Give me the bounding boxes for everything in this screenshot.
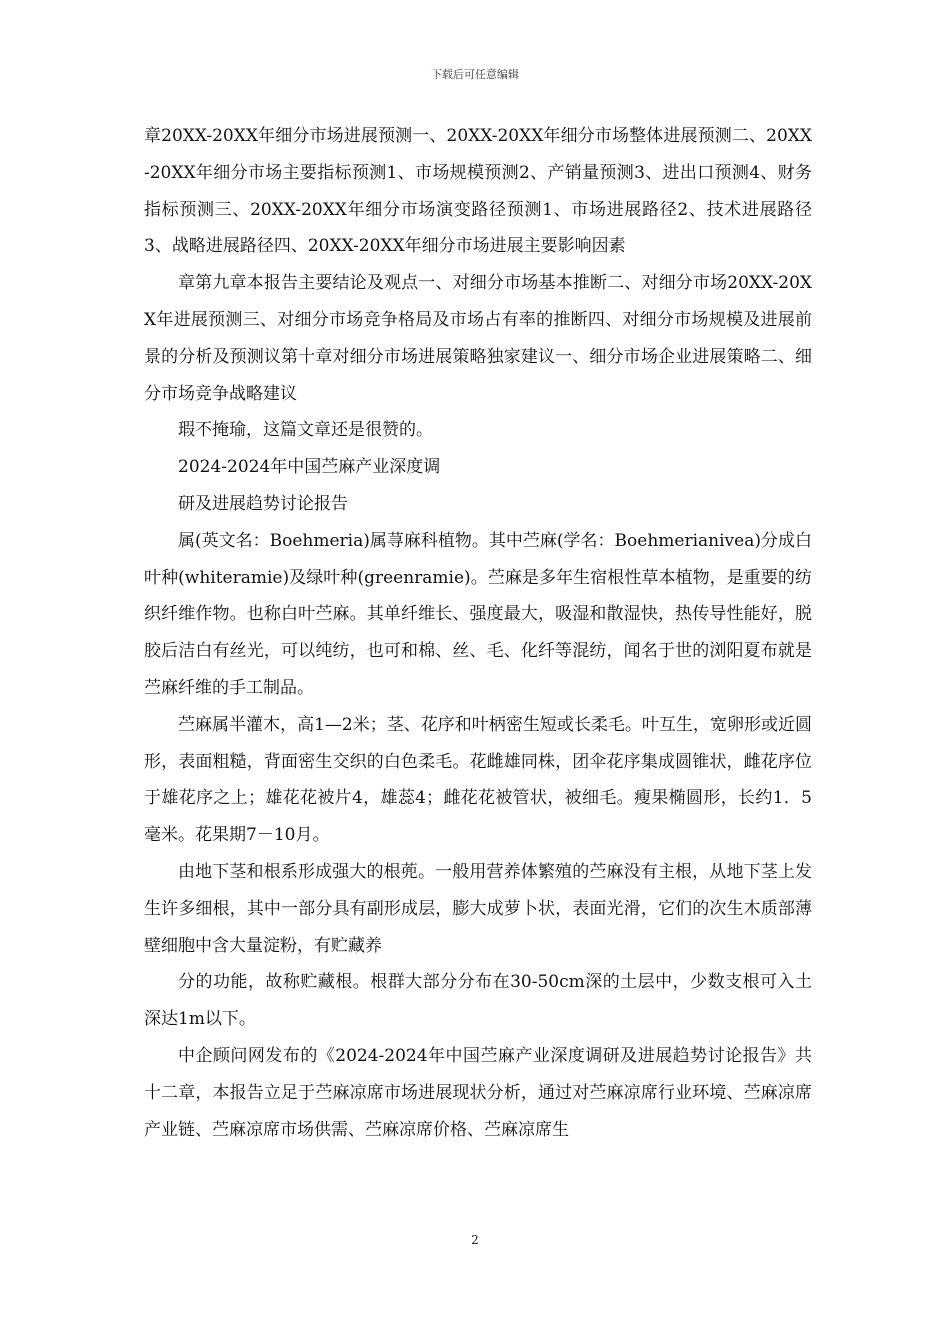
paragraph-root-system: 由地下茎和根系形成强大的根蔸。一般用营养体繁殖的苎麻没有主根，从地下茎上发生许多细根，其中一部分具有副形成层，膨大成萝卜状，表面光滑，它们的次生木质部薄壁细胞中含大量淀粉，有贮藏养 <box>144 861 812 956</box>
paragraph-report-title-line-2: 研及进展趋势讨论报告 <box>178 493 348 514</box>
document-body <box>144 118 812 1148</box>
paragraph-comment: 瑕不掩瑜，这篇文章还是很赞的。 <box>178 420 433 441</box>
page-header: 下载后可任意编辑 <box>431 68 519 81</box>
paragraph-report-summary: 中企顾问网发布的《2024-2024年中国苎麻产业深度调研及进展趋势讨论报告》共十二章，本报告立足于苎麻凉席市场进展现状分析，通过对苎麻凉席行业环境、苎麻凉席产业链、苎麻凉席市场供需、苎麻凉席价格、苎麻凉席生 <box>144 1045 812 1140</box>
paragraph-storage-root: 分的功能，故称贮藏根。根群大部分分布在30-50cm深的土层中，少数支根可入土深达1m以下。 <box>144 972 812 1030</box>
paragraph-chapter-nine-contents: 章第九章本报告主要结论及观点一、对细分市场基本推断二、对细分市场20XX-20XX年进展预测三、对细分市场竞争格局及市场占有率的推断四、对细分市场规模及进展前景的分析及预测议第十章对细分市场进展策略独家建议一、细分市场企业进展策略二、细分市场竞争战略建议 <box>144 273 812 404</box>
paragraph-report-title-line-1: 2024-2024年中国苎麻产业深度调 <box>178 457 441 478</box>
paragraph-chapter-eight-contents: 章20XX-20XX年细分市场进展预测一、20XX-20XX年细分市场整体进展预测二、20XX-20XX年细分市场主要指标预测1、市场规模预测2、产销量预测3、进出口预测4、财务指标预测三、20XX-20XX年细分市场演变路径预测1、市场进展路径2、技术进展路径3、战略进展路径四、20XX-20XX年细分市场进展主要影响因素 <box>144 126 812 257</box>
paragraph-genus-intro: 属(英文名：Boehmeria)属荨麻科植物。其中苎麻(学名：Boehmerianivea)分成白叶种(whiteramie)及绿叶种(greenramie)。苎麻是多年生宿根性草本植物，是重要的纺织纤维作物。也称白叶苎麻。其单纤维长、强度最大，吸湿和散湿快，热传导性能好，脱胶后洁白有丝光，可以纯纺，也可和棉、丝、毛、化纤等混纺，闻名于世的浏阳夏布就是苎麻纤维的手工制品。 <box>144 530 812 698</box>
paragraph-plant-description: 苎麻属半灌木，高1—2米；茎、花序和叶柄密生短或长柔毛。叶互生，宽卵形或近圆形，表面粗糙，背面密生交织的白色柔毛。花雌雄同株，团伞花序集成圆锥状，雌花序位于雄花序之上；雄花花被片4，雄蕊4；雌花花被管状，被细毛。瘦果椭圆形，长约1．5毫米。花果期7－10月。 <box>144 714 812 846</box>
page-number: 2 <box>471 1233 479 1247</box>
